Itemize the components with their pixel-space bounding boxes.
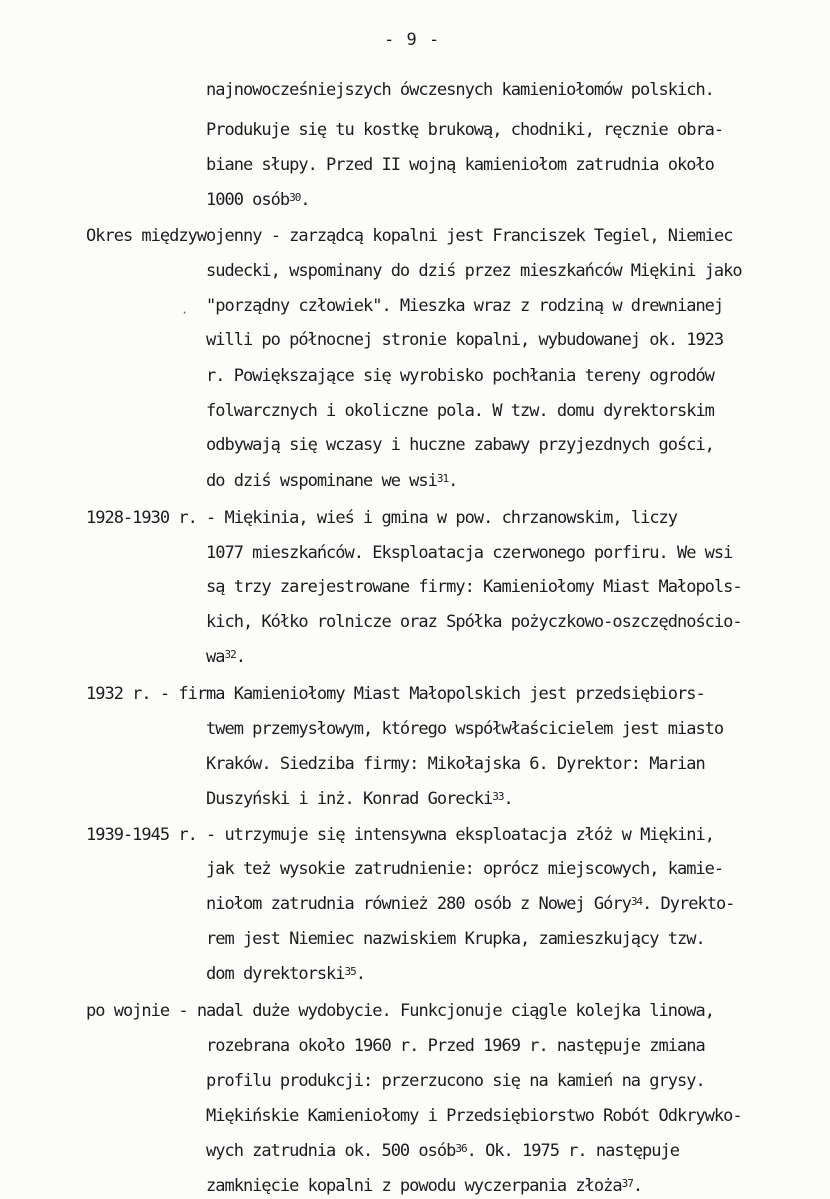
line-text: Produkuje się tu kostkę brukową, chodniki, ręcznie obra- (206, 120, 724, 140)
line-text: profilu produkcji: przerzucono się na kamień na grysy. (206, 1071, 705, 1091)
text-line (206, 190, 310, 212)
text-line (206, 1106, 742, 1126)
text-line (206, 1141, 679, 1163)
line-tail: . (300, 190, 310, 210)
page-number: - 9 - (384, 30, 441, 50)
line-text: 1928-1930 r. - Miękinia, wieś i gmina w pow. chrzanowskim, liczy (86, 508, 678, 528)
text-line (206, 1071, 705, 1091)
line-text: rem jest Niemiec nazwiskiem Krupka, zamieszkujący tzw. (206, 929, 705, 949)
line-text: 1932 r. - firma Kamieniołomy Miast Małopolskich jest przedsiębiors- (86, 684, 705, 704)
text-line (206, 647, 245, 669)
line-tail: . Ok. 1975 r. następuje (466, 1141, 679, 1161)
line-text: r. Powiększające się wyrobisko pochłania tereny ogrodów (206, 366, 714, 386)
text-line (206, 719, 723, 739)
line-tail: . (632, 1176, 643, 1196)
text-line (206, 155, 714, 175)
text-line (86, 825, 714, 845)
line-text: Miękińskie Kamieniołomy i Przedsiębiorstwo Robót Odkrywko- (206, 1106, 742, 1126)
line-text: dom dyrektorski (206, 964, 345, 984)
line-text: rozebrana około 1960 r. Przed 1969 r. następuje zmiana (206, 1036, 705, 1056)
text-line (206, 789, 513, 811)
line-text: po wojnie - nadal duże wydobycie. Funkcjonuje ciągle kolejka linowa, (86, 1001, 714, 1021)
footnote-ref: 36 (455, 1142, 467, 1155)
line-text: biane słupy. Przed II wojną kamieniołom zatrudnia około (206, 155, 714, 175)
line-text: willi po północnej stronie kopalni, wybudowanej ok. 1923 (206, 330, 724, 350)
text-line (206, 543, 732, 563)
line-text: kich, Kółko rolnicze oraz Spółka pożyczkowo-oszczędnościo- (206, 612, 742, 632)
line-text: niołom zatrudnia również 280 osób z Nowej Góry (206, 894, 631, 914)
footnote-ref: 33 (492, 790, 504, 803)
line-tail: . (355, 964, 366, 984)
line-tail: . (448, 471, 458, 491)
text-line (206, 1036, 705, 1056)
text-line (206, 612, 742, 632)
line-tail: . (235, 647, 245, 667)
line-text: są trzy zarejestrowane firmy: Kamieniołomy Miast Małopols- (206, 577, 742, 597)
line-text: zamknięcie kopalni z powodu wyczerpania złoża (206, 1176, 622, 1196)
text-line (206, 754, 705, 774)
line-text: twem przemysłowym, którego współwłaścicielem jest miasto (206, 719, 724, 739)
text-line (206, 964, 365, 986)
line-text: odbywają się wczasy i huczne zabawy przyjezdnych gości, (206, 435, 714, 455)
footnote-ref: 32 (224, 648, 236, 661)
line-text: wa (206, 647, 225, 667)
text-line (206, 471, 457, 493)
line-text: wych zatrudnia ok. 500 osób (206, 1141, 456, 1161)
line-text: jak też wysokie zatrudnienie: oprócz miejscowych, kamie- (206, 859, 724, 879)
text-line (206, 330, 723, 350)
text-line (206, 1176, 642, 1198)
line-text: Okres międzywojenny - zarządcą kopalni jest Franciszek Tegiel, Niemiec (86, 226, 733, 246)
line-text: "porządny człowiek". Mieszka wraz z rodziną w drewnianej (206, 296, 724, 316)
line-text: 1000 osób (206, 190, 290, 210)
footnote-ref: 37 (621, 1177, 633, 1190)
footnote-ref: 31 (436, 472, 449, 485)
footnote-ref: 35 (344, 965, 356, 978)
text-line (206, 577, 742, 597)
line-text: do dziś wspominane we wsi (206, 471, 437, 491)
line-tail: . Dyrekto- (642, 894, 735, 914)
margin-mark: · (181, 306, 189, 320)
text-line (86, 226, 732, 246)
line-text: Kraków. Siedziba firmy: Mikołajska 6. Dyrektor: Marian (206, 754, 705, 774)
text-line (206, 80, 714, 100)
text-line (206, 366, 714, 386)
line-text: 1077 mieszkańców. Eksploatacja czerwonego porfiru. We wsi (206, 543, 733, 563)
line-text: folwarcznych i okoliczne pola. W tzw. domu dyrektorskim (206, 401, 714, 421)
text-line (86, 1001, 714, 1021)
text-line (86, 684, 705, 704)
line-text: 1939-1945 r. - utrzymuje się intensywna eksploatacja złóż w Miękini, (86, 825, 714, 845)
line-tail: . (503, 789, 513, 809)
text-line (206, 401, 714, 421)
text-line (86, 508, 677, 528)
text-line (206, 894, 734, 916)
text-line (206, 435, 714, 455)
text-line (206, 261, 742, 281)
line-text: Duszyński i inż. Konrad Gorecki (206, 789, 493, 809)
text-line (206, 296, 723, 316)
footnote-ref: 30 (289, 191, 301, 204)
line-text: najnowocześniejszych ówczesnych kamieniołomów polskich. (206, 80, 714, 100)
footnote-ref: 34 (630, 895, 643, 908)
text-line (206, 120, 723, 140)
text-line (206, 859, 723, 879)
line-text: sudecki, wspominany do dziś przez mieszkańców Miękini jako (206, 261, 742, 281)
text-line (206, 929, 705, 949)
